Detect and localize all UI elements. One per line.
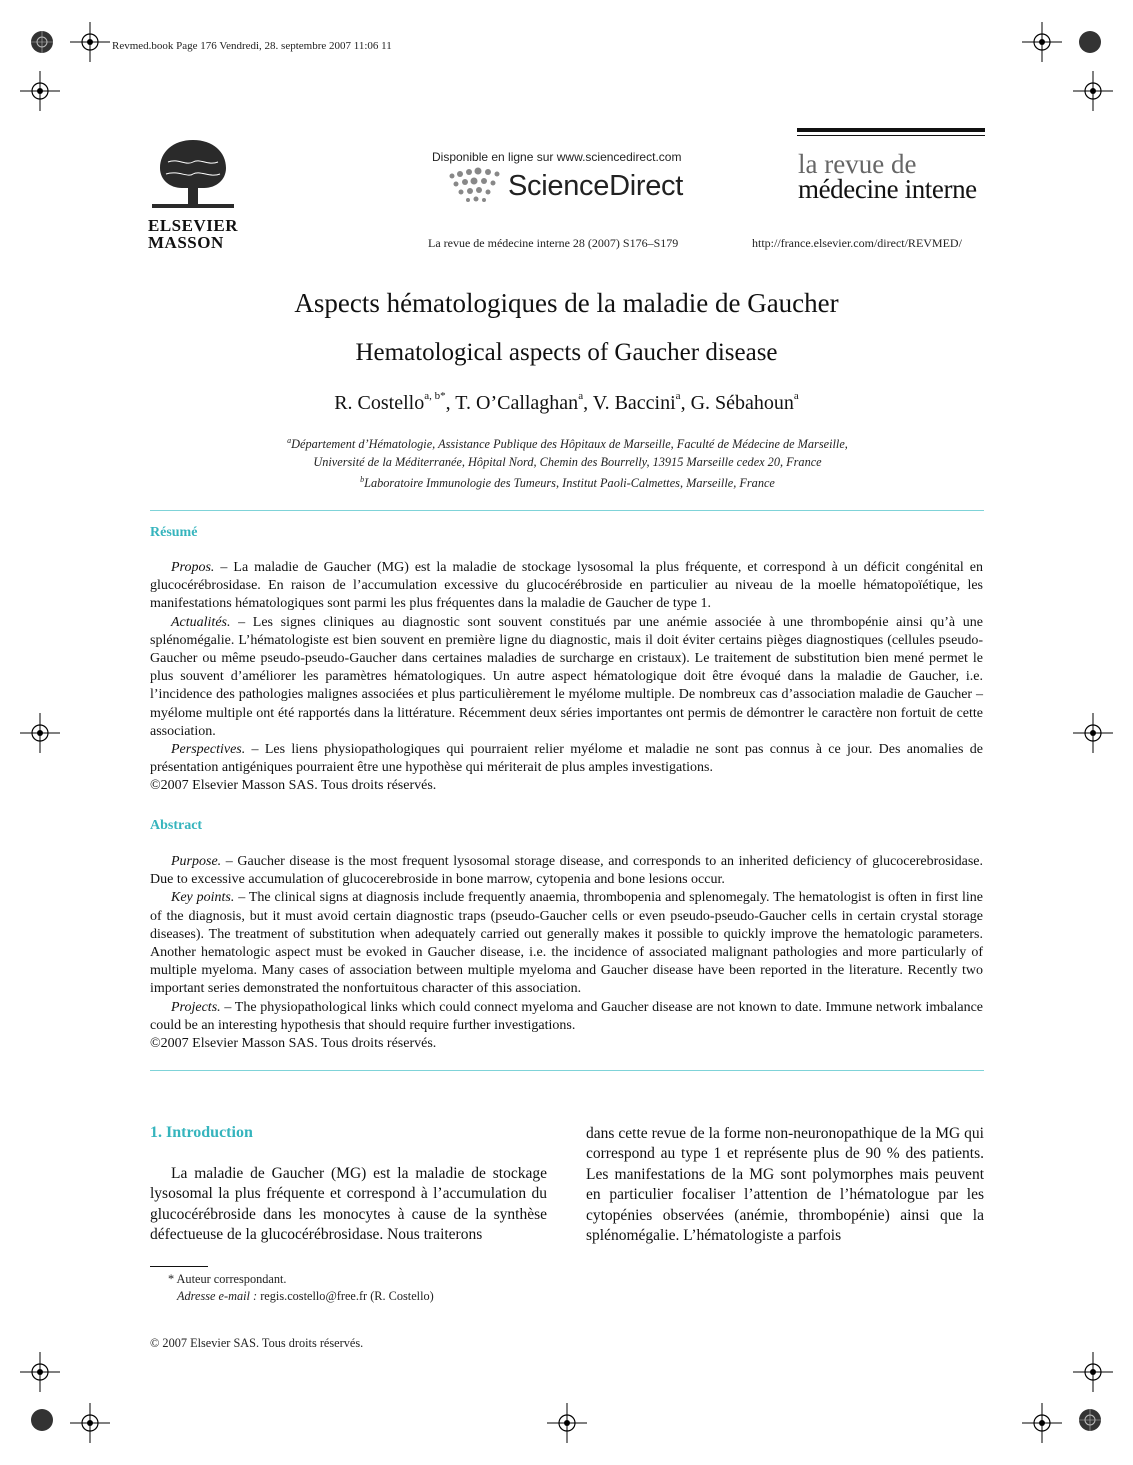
printer-slug: Revmed.book Page 176 Vendredi, 28. septembre 2007 11:06 11 [112, 40, 392, 52]
starburst-mark-bottom-right [1078, 1408, 1102, 1432]
abstract-paragraph: Key points. – The clinical signs at diagnosis include frequently anaemia, thrombopenia and splenomegaly. The hematologist is often in first line of the diagnosis, but it must avoid certain diagnostic traps (pseudo-Gaucher cells or even pseudo-pseudo-Gaucher cells in certain crystal storage diseases). The treatment of substitution when adequately carried out generally makes it possible to quickly improve the hematologic parameters. Another hematologic aspect must be evoked in Gaucher disease, i.e. the incidence of associated malignant pathologies and more particularly of multiple myeloma. Many cases of association between multiple myeloma and Gaucher disease have been reported in the literature. Recently two important series demonstrated the nonfortuitous character of this association. [150, 890, 984, 997]
registration-mark-right-middle [1073, 713, 1113, 753]
author-name: G. Sébahoun [690, 392, 794, 414]
section-heading-introduction: 1. Introduction [150, 1124, 253, 1141]
author-separator: , [445, 392, 456, 414]
affiliations [150, 432, 985, 493]
footnote-corresponding-author: * Auteur correspondant. [168, 1272, 287, 1286]
resume-paragraph: Propos. – La maladie de Gaucher (MG) est la maladie de stockage lysosomal la plus fréquente, et correspond à un déficit congénital en glucocérébrosidase. En raison de l’accumulation excessive du glucocérébroside en particulier au niveau de la moelle hématopoïétique, les manifestations hématologiques sont parmi les plus fréquentes dans la maladie de Gaucher de type 1. [150, 560, 983, 612]
footnote-email: Adresse e-mail : regis.costello@free.fr (R. Costello) [177, 1289, 434, 1303]
abstract-paragraph: Projects. – The physiopathological links which could connect myeloma and Gaucher disease are not known to date. Immune network imbalance could be an interesting hypothesis that should require further investigations. [150, 999, 983, 1033]
abstract-top-rule [150, 510, 984, 511]
author-name: V. Baccini [592, 392, 676, 414]
author-separator: , [583, 392, 593, 414]
resume-paragraph: Perspectives. – Les liens physiopathologiques qui pourraient relier myélome et maladie ne sont pas connus à ce jour. Des anomalies de présentation antigéniques pourraient être une hypothèse qui mériterait de plus amples investigations. [150, 742, 983, 776]
email-link[interactable]: regis.costello@free.fr (R. Costello) [257, 1289, 434, 1303]
author-affiliation-mark: a [578, 390, 584, 402]
registration-mark-right-bottom [1073, 1352, 1113, 1392]
author-affiliation-mark: a [675, 390, 681, 402]
affiliation-mark: b [360, 475, 365, 485]
abstract-copyright: ©2007 Elsevier Masson SAS. Tous droits réservés. [150, 1036, 437, 1052]
resume-heading: Résumé [150, 525, 198, 540]
author-name: T. O’Callaghan [455, 392, 579, 414]
registration-mark-bottom-right [1022, 1403, 1062, 1443]
publisher-name-line2: MASSON [148, 233, 224, 252]
starburst-mark-top-right [1078, 30, 1102, 54]
author-separator: , [680, 392, 691, 414]
abstract-body [150, 853, 983, 1053]
journal-name-line2: médecine interne [798, 174, 977, 204]
resume-paragraph: Actualités. – Les signes cliniques au diagnostic sont souvent constitués par une anémie associée à une thrombopénie ainsi qu’à une splénomégalie. L’hématologiste est bien souvent en première ligne du diagnostic, mais il doit éviter certains pièges diagnostiques (cellules pseudo-Gaucher ou même pseudo-pseudo-Gaucher dans certaines maladies de surcharge en cristaux). Le traitement de substitution bien mené permet le plus souvent d’améliorer les paramètres hématologiques. Un autre aspect hématologique doit être évoqué dans la maladie de Gaucher, i.e. l’incidence des pathologies malignes associées et plus particulièrement le myélome multiple. De nombreux cas d’association maladie de Gaucher – myélome multiple ont été rapportés dans la littérature. Récemment deux séries importantes ont permis de démontrer le caractère non fortuit de cette association. [150, 614, 983, 739]
sciencedirect-dots-icon [446, 166, 506, 211]
publisher-name-line1: ELSEVIER [148, 216, 238, 235]
article-title-french: Aspects hématologiques de la maladie de Gaucher [294, 288, 839, 318]
abstract-paragraph: Purpose. – Gaucher disease is the most frequent lysosomal storage disease, and corresponds to an inherited deficiency of glucocerebrosidase. Due to excessive accumulation of glucocerebroside in bone marrow, cytopenia and bone lesions occur. [150, 854, 983, 888]
footnote-rule [150, 1266, 208, 1267]
abstract-heading: Abstract [150, 818, 203, 833]
registration-mark-left-top [20, 71, 60, 111]
journal-citation: La revue de médecine interne 28 (2007) S176–S179 [428, 236, 679, 250]
journal-name-line1: la revue de [798, 149, 917, 179]
registration-mark-bottom-center [547, 1403, 587, 1443]
sciencedirect-availability: Disponible en ligne sur www.sciencedirect.com [432, 150, 682, 164]
publisher-logo [148, 132, 238, 251]
affiliation-line: $^b$Laboratoire Immunologie des Tumeurs, Institut Paoli-Calmettes, Marseille, France [360, 475, 775, 491]
resume-body [150, 559, 983, 796]
starburst-mark-bottom-left [30, 1408, 54, 1432]
journal-url-link[interactable]: http://france.elsevier.com/direct/REVMED/ [752, 236, 962, 250]
resume-copyright: ©2007 Elsevier Masson SAS. Tous droits réservés. [150, 778, 437, 794]
page-copyright: © 2007 Elsevier SAS. Tous droits réservés. [150, 1336, 364, 1350]
author-affiliation-mark: a [793, 390, 799, 402]
author-affiliation-mark: a, b* [424, 390, 446, 402]
registration-mark-bottom-left [70, 1403, 110, 1443]
registration-mark-top-left [70, 22, 110, 62]
affiliation-mark: a [287, 436, 292, 445]
registration-mark-left-middle [20, 713, 60, 753]
registration-mark-left-bottom [20, 1352, 60, 1392]
intro-column-left: La maladie de Gaucher (MG) est la maladie de stockage lysosomal la plus fréquente et correspond à l’accumulation du glucocérébroside dans les monocytes à cause de la synthèse défectueuse de la glucocérébrosidase. Nous traiterons [150, 1165, 547, 1244]
tree-logo-icon [148, 132, 238, 212]
registration-mark-right-top [1073, 71, 1113, 111]
intro-column-right: dans cette revue de la forme non-neuronopathique de la MG qui correspond au type 1 et représente plus de 90 % des patients. Les manifestations de la MG sont polymorphes mais peuvent en particulier focaliser l’attention de l’hématologue par les cytopénies observées (anémie, thrombopénie) ainsi que la splénomégalie. L’hématologiste a parfois [586, 1125, 984, 1245]
registration-mark-top-right [1022, 22, 1062, 62]
sciencedirect-wordmark: ScienceDirect [508, 170, 683, 202]
affiliation-line: Université de la Méditerranée, Hôpital Nord, Chemin des Bourrelly, 13915 Marseille cedex 20, France [313, 454, 822, 469]
abstract-bottom-rule [150, 1070, 984, 1071]
affiliation-line: $^a$Département d’Hématologie, Assistance Publique des Hôpitaux de Marseille, Faculté de Médecine de Marseille, [287, 436, 848, 452]
journal-rule-thin [797, 135, 985, 136]
journal-rule-thick [797, 128, 985, 132]
author-list [0, 392, 1133, 415]
article-title-english: Hematological aspects of Gaucher disease [355, 339, 778, 366]
author-name: R. Costello [334, 392, 425, 414]
starburst-mark-top-left [30, 30, 54, 54]
